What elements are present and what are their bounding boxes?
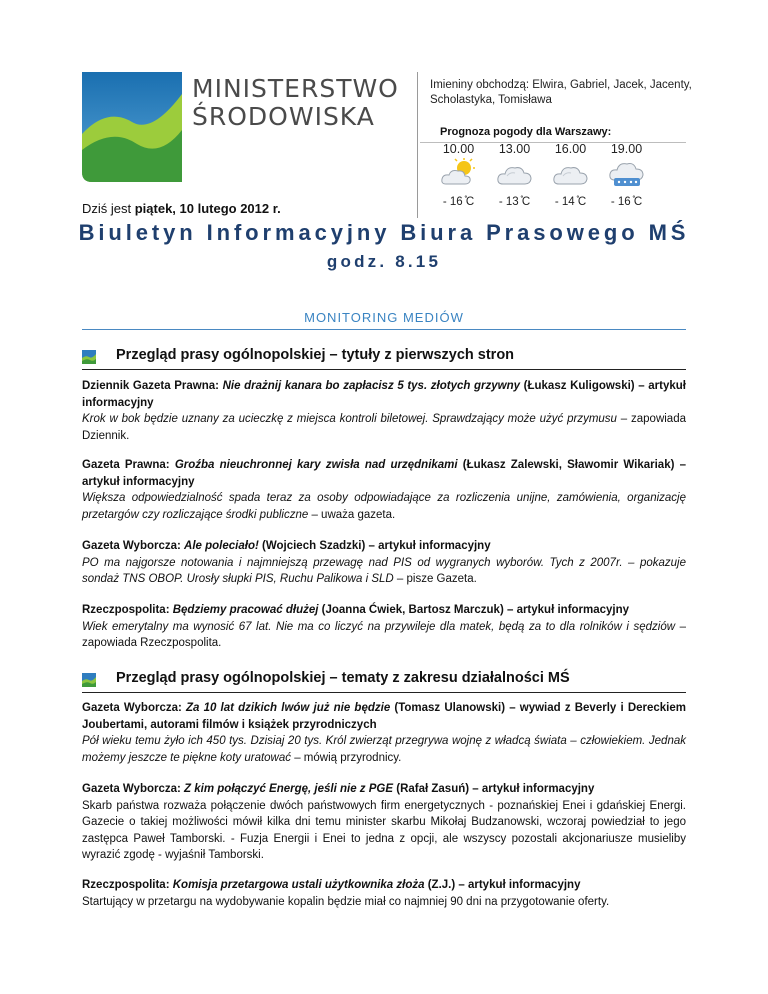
section-heading: MONITORING MEDIÓW — [304, 310, 464, 325]
article-meta: (Joanna Ćwiek, Bartosz Marczuk) – artykuł informacyjny — [318, 604, 630, 616]
article-entry — [82, 457, 686, 523]
article-header — [82, 457, 686, 490]
cloud-icon — [496, 158, 534, 188]
subsection-heading — [82, 347, 686, 371]
weather-forecast — [423, 142, 683, 222]
article-entry — [82, 378, 686, 444]
forecast-time: 10.00 — [442, 142, 475, 156]
article-lead-tail: Skarb państwa rozważa połączenie dwóch państwowych firm energetycznych - poznańskiej Enei i gdańskiej Energi. Gazecie o takiej możliwości mówił kilka dni temu minister skarbu Mikołaj Budzanowski, wczoraj powiedział to jego zastępca Paweł Tamborski. - Fuzja Energii i Enei to jedna z opcji, ale wszyscy pozostali akcjonariusze musieliby wyrazić zgodę - wyjaśnił Tamborski. — [82, 799, 686, 861]
article-meta: (Wojciech Szadzki) – artykuł informacyjny — [258, 540, 491, 552]
article-lead — [82, 619, 686, 652]
today-date — [82, 201, 281, 216]
forecast-time: 13.00 — [498, 142, 531, 156]
article-source: Gazeta Wyborcza: — [82, 783, 185, 795]
forecast-title: Prognoza pogody dla Warszawy: — [440, 126, 612, 138]
logo-text-line2: ŚRODOWISKA — [192, 102, 375, 131]
article-lead-text: Pół wieku temu żyło ich 450 tys. Dzisiaj 20 tys. Król zwierząt przegrywa wojnę z władcą świata – człowiekiem. Jednak możemy jeszcze te piękne koty uratować — [82, 735, 686, 764]
article-lead — [82, 490, 686, 523]
bulletin-time: godz. 8.15 — [326, 252, 442, 271]
article-lead-text: PO ma najgorsze notowania i najmniejszą przewagę nad PIS od wygranych wyborów. Tych z 2007r. – pokazuje sondaż TNS OBOP. Urosły słupki PIS, Ruchu Palikowa i SLD — [82, 556, 686, 585]
forecast-temp: - 16 ̊C — [610, 196, 643, 208]
article-header — [82, 781, 686, 798]
today-date-value: piątek, 10 lutego 2012 r. — [134, 201, 281, 216]
subsection-rule — [82, 369, 686, 370]
article-lead-tail: – pisze Gazeta. — [393, 573, 477, 585]
article-headline: Z kim połączyć Energę, jeśli nie z PGE — [184, 783, 394, 795]
article-entry — [82, 602, 686, 652]
article-lead — [82, 411, 686, 444]
article-lead-tail: Startujący w przetargu na wydobywanie kopalin będzie miał co najmniej 90 dni na przygotowanie oferty. — [82, 895, 610, 908]
article-lead-text: Wiek emerytalny ma wynosić 67 lat. Nie ma co liczyć na przywileje dla matek, będą za to dla rolników i sędziów — [82, 620, 676, 633]
forecast-temp: - 16 ̊C — [442, 196, 475, 208]
forecast-slot — [431, 142, 486, 208]
article-lead — [82, 798, 686, 864]
article-header — [82, 877, 686, 894]
sun-cloud-icon — [440, 158, 478, 188]
article-source: Gazeta Wyborcza: — [82, 702, 186, 714]
article-entry — [82, 700, 686, 766]
article-headline: Ale poleciało! — [184, 540, 259, 552]
article-source: Dziennik Gazeta Prawna: — [82, 380, 223, 392]
article-lead-tail: – zapowiada Dziennik. — [82, 413, 686, 442]
article-lead-tail: – uważa gazeta. — [308, 508, 396, 521]
logo-text-line1: MINISTERSTWO — [192, 74, 399, 103]
bulletin-title: Biuletyn Informacyjny Biura Prasowego MŚ — [78, 220, 690, 245]
article-meta: (Rafał Zasuń) – artykuł informacyjny — [393, 783, 595, 795]
mini-logo-icon — [82, 673, 96, 687]
subsection-rule — [82, 692, 686, 693]
forecast-temp: - 13 ̊C — [498, 196, 531, 208]
forecast-time: 16.00 — [554, 142, 587, 156]
article-headline: Będziemy pracować dłużej — [172, 604, 319, 616]
subsection-title: Przegląd prasy ogólnopolskiej – tematy z zakresu działalności MŚ — [116, 670, 570, 686]
article-headline: Komisja przetargowa ustali użytkownika złoża — [172, 879, 425, 891]
article-meta: (Łukasz Zalewski, Sławomir Wikariak) – artykuł informacyjny — [82, 459, 687, 488]
nameday-block — [430, 78, 700, 108]
nameday-text: Imieniny obchodzą: Elwira, Gabriel, Jacek, Jacenty, Scholastyka, Tomisława — [430, 79, 692, 106]
forecast-temp: - 14 ̊C — [554, 196, 587, 208]
mini-logo-icon — [82, 350, 96, 364]
article-header — [82, 378, 686, 411]
header-divider — [417, 72, 418, 218]
article-meta: (Łukasz Kuligowski) – artykuł informacyjny — [82, 380, 686, 409]
article-lead — [82, 555, 686, 588]
section-rule — [82, 329, 686, 330]
article-lead-tail: – zapowiada Rzeczpospolita. — [82, 620, 686, 649]
article-header — [82, 700, 686, 733]
article-lead — [82, 894, 686, 911]
article-headline: Groźba nieuchronnej kary zwisła nad urzędnikami — [174, 459, 458, 471]
article-headline: Za 10 lat dzikich lwów już nie będzie — [185, 702, 391, 714]
article-lead — [82, 733, 686, 766]
article-source: Rzeczpospolita: — [82, 879, 173, 891]
article-header — [82, 602, 686, 619]
article-source: Gazeta Prawna: — [82, 459, 175, 471]
article-source: Gazeta Wyborcza: — [82, 540, 185, 552]
snow-cloud-icon — [608, 158, 646, 188]
article-source: Rzeczpospolita: — [82, 604, 173, 616]
article-meta: (Tomasz Ulanowski) – wywiad z Beverly i Dereckiem Joubertami, autorami filmów i książek przyrodniczych — [82, 702, 686, 731]
forecast-time: 19.00 — [610, 142, 643, 156]
article-headline: Nie drażnij kanara bo zapłacisz 5 tys. złotych grzywny — [222, 380, 521, 392]
article-lead-text: Większa odpowiedzialność spada teraz za osoby odpowiadające za rozliczenia unijne, zamówienia, organizację przetargów czy rozliczające środki publiczne — [82, 492, 686, 521]
subsection-heading — [82, 670, 686, 694]
article-lead-tail: – mówią przyrodnicy. — [291, 751, 402, 764]
article-entry — [82, 781, 686, 864]
cloud-icon — [552, 158, 590, 188]
article-entry — [82, 538, 686, 588]
article-entry — [82, 877, 686, 910]
forecast-slot — [599, 142, 654, 208]
forecast-slot — [487, 142, 542, 208]
today-prefix: Dziś jest — [82, 201, 135, 216]
forecast-slot — [543, 142, 598, 208]
subsection-title: Przegląd prasy ogólnopolskiej – tytuły z pierwszych stron — [116, 347, 515, 363]
article-header — [82, 538, 686, 555]
article-lead-text: Krok w bok będzie uznany za ucieczkę z miejsca kontroli biletowej. Sprawdzający może użyć przymusu — [82, 413, 617, 425]
article-meta: (Z.J.) – artykuł informacyjny — [424, 879, 581, 891]
